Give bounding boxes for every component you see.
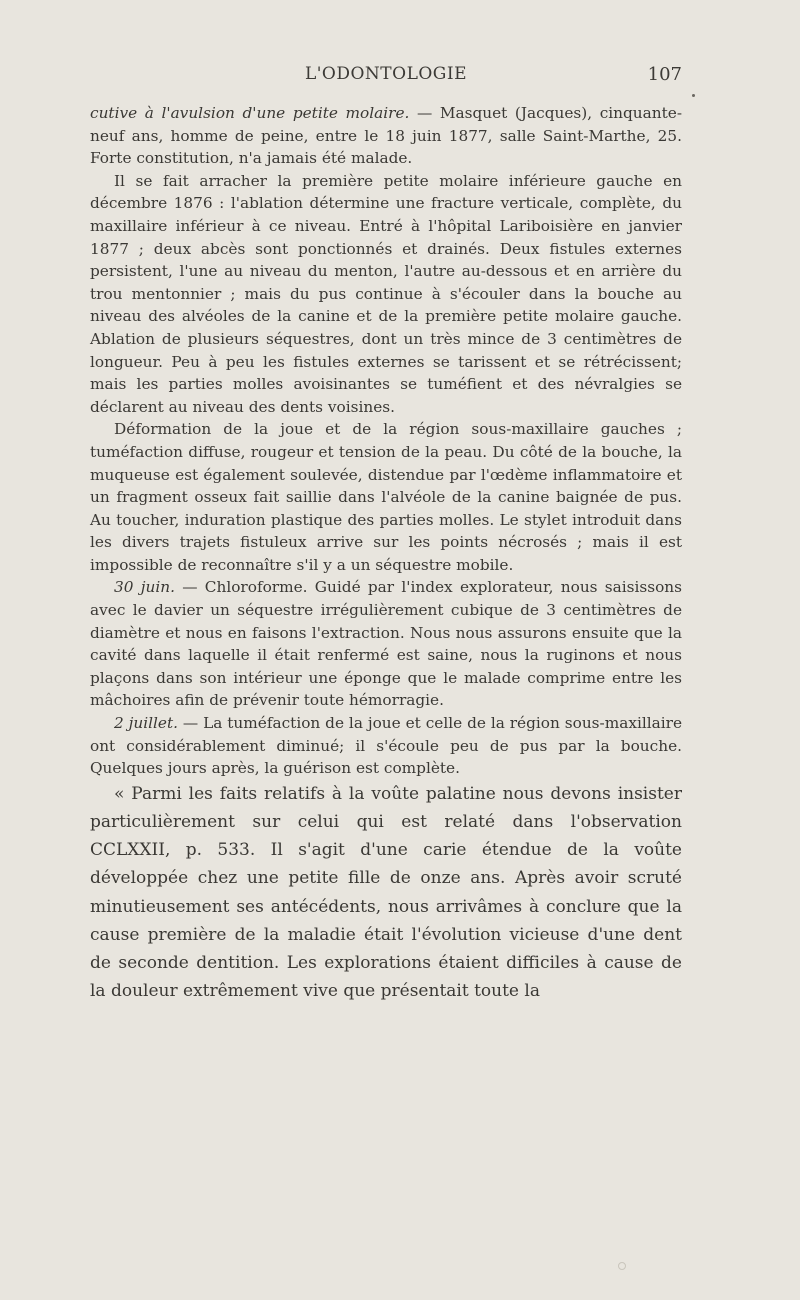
- paragraph-6: [90, 780, 682, 1006]
- paragraph-1-italic-lead: cutive à l'avulsion d'une petite molaire.: [90, 104, 410, 122]
- paragraph-4-italic-lead: 30 juin.: [114, 578, 175, 597]
- paragraph-5-italic-lead: 2 juillet.: [114, 714, 178, 733]
- paragraph-4-text: — Chloroforme. Guidé par l'index explorateur, nous saisissons avec le davier un séquestre irrégulièrement cubique de 3 centimètres de diamètre et nous en faisons l'extraction. Nous nous assurons ensuite que la cavité dans laquelle il était renfermé est saine, nous la ruginons et nous plaçons dans son intérieur une éponge que le malade comprime entre les mâchoires afin de prévenir toute hémorragie.: [90, 578, 683, 710]
- paragraph-2-text: Il se fait arracher la première petite molaire inférieure gauche en décembre 1876 : l'ablation détermine une fracture verticale, complète, du maxillaire inférieur à ce niveau. Entré à l'hôpital Lariboisière en janvier 1877 ; deux abcès sont ponctionnés et drainés. Deux fistules externes persistent, l'une au niveau du menton, l'autre au-dessous et en arrière du trou mentonnier ; mais du pus continue à s'écouler dans la bouche au niveau des alvéoles de la canine et de la première petite molaire gauche. Ablation de plusieurs séquestres, dont un très mince de 3 centimètres de longueur. Peu à peu les fistules externes se tarissent et se rétrécissent; mais les parties molles avoisinantes se tuméfient et des névralgies se déclarent au niveau des dents voisines.: [90, 171, 682, 416]
- paragraph-3-text: Déformation de la joue et de la région sous-maxillaire gauches ; tuméfaction diffuse, rougeur et tension de la peau. Du côté de la bouche, la muqueuse est également soulevée, distendue par l'œdème inflammatoire et un fragment osseux fait saillie dans l'alvéole de la canine baignée de pus. Au toucher, induration plastique des parties molles. Le stylet introduit dans les divers trajets fistuleux arrive sur les points nécrosés ; mais il est impossible de reconnaître s'il y a un séquestre mobile.: [90, 420, 682, 574]
- library-stamp-mark: [618, 1262, 626, 1270]
- paragraph-5-text: — La tuméfaction de la joue et celle de la région sous-maxillaire ont considérablement diminué; il s'écoule peu de pus par la bouche. Quelques jours après, la guérison est complète.: [90, 714, 682, 778]
- running-head: [90, 62, 682, 92]
- paragraph-1-text: — Masquet (Jacques), cinquante-neuf ans, homme de peine, entre le 18 juin 1877, salle Saint-Marthe, 25. Forte constitution, n'a jamais été malade.: [90, 104, 682, 168]
- running-title: L'ODONTOLOGIE: [304, 64, 468, 84]
- body-text: [90, 102, 682, 1005]
- paragraph-5: [90, 712, 682, 780]
- paragraph-2: [90, 170, 682, 419]
- ink-speck: [692, 94, 695, 97]
- paragraph-4: [90, 576, 682, 712]
- page-number: 107: [647, 64, 682, 85]
- paragraph-6-text: « Parmi les faits relatifs à la voûte palatine nous devons insister particulièrement sur celui qui est relaté dans l'observation CCLXXII, p. 533. Il s'agit d'une carie étendue de la voûte développée chez une petite fille de onze ans. Après avoir scruté minutieusement ses antécédents, nous arrivâmes à conclure que la cause première de la maladie était l'évolution vicieuse d'une dent de seconde dentition. Les explorations étaient difficiles à cause de la douleur extrêmement vive que présentait toute la: [90, 783, 682, 1002]
- paragraph-3: [90, 418, 682, 576]
- paragraph-1: [90, 102, 682, 170]
